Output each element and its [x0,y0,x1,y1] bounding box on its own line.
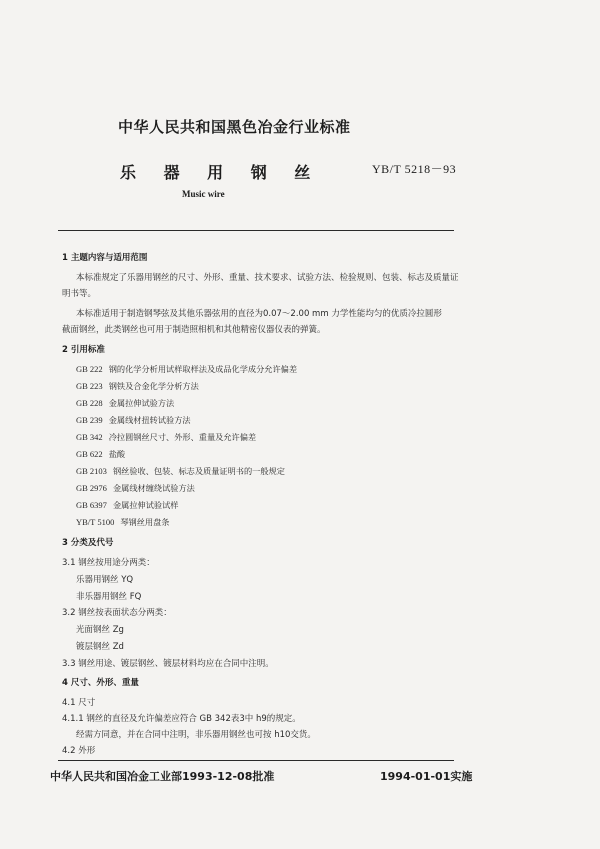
clause-3-1-item-b: 非乐器用钢丝 FQ [76,592,142,602]
reference-code: GB 622 [76,449,103,459]
reference-code: GB 239 [76,415,103,425]
reference-code: GB 342 [76,432,103,442]
standard-code: YB/T 5218－93 [372,162,457,176]
section-2-heading: 2 引用标准 [62,345,105,355]
bottom-divider [58,760,454,761]
clause-3-3: 3.3 钢丝用途、镀层钢丝、镀层材料均应在合同中注明。 [62,659,274,669]
reference-title: 金属线材扭转试验方法 [108,415,191,425]
reference-title: 冷拉圆钢丝尺寸、外形、重量及允许偏差 [108,432,257,442]
reference-item [76,381,199,392]
clause-3-2-item-a: 光面钢丝 Zg [76,625,124,635]
reference-title: 钢铁及合金化学分析方法 [108,381,199,391]
reference-code: GB 223 [76,381,103,391]
section-1-paragraph-1-line-2: 明书等。 [62,289,97,299]
reference-item [76,466,285,477]
reference-item [76,432,256,443]
reference-title: 金属线材缠绕试验方法 [112,483,195,493]
reference-code: GB 222 [76,364,103,374]
approval-statement: 中华人民共和国冶金工业部1993-12-08批准 [50,770,275,783]
reference-title: 钢的化学分析用试样取样法及成品化学成分允许偏差 [108,364,298,374]
reference-title: 盐酸 [108,449,126,459]
clause-3-2: 3.2 钢丝按表面状态分两类： [62,608,172,618]
clause-4-1: 4.1 尺寸 [62,698,96,708]
reference-title: 钢丝验收、包装、标志及质量证明书的一般规定 [112,466,285,476]
reference-code: GB 2103 [76,466,107,476]
clause-4-1-1-continuation: 经需方同意，并在合同中注明，非乐器用钢丝也可按 h10交货。 [76,730,316,740]
reference-item [76,500,178,511]
clause-3-2-item-b: 镀层钢丝 Zd [76,642,124,652]
clause-4-2: 4.2 外形 [62,746,96,756]
industry-standard-heading: 中华人民共和国黑色冶金行业标准 [118,118,351,136]
document-title: 乐 器 用 钢 丝 [120,163,311,182]
reference-title: 琴钢丝用盘条 [120,517,170,527]
reference-item [76,398,174,409]
reference-code: GB 6397 [76,500,107,510]
reference-item [76,449,125,460]
section-4-heading: 4 尺寸、外形、重量 [62,678,139,688]
clause-3-1-item-a: 乐器用钢丝 YQ [76,575,134,585]
reference-item [76,517,169,528]
reference-code: YB/T 5100 [76,517,115,527]
section-1-paragraph-1-line-1: 本标准规定了乐器用钢丝的尺寸、外形、重量、技术要求、试验方法、检验规则、包装、标志及质量证 [76,273,459,283]
reference-item [76,415,191,426]
reference-title: 金属拉伸试验方法 [108,398,175,408]
top-divider [58,230,454,231]
clause-3-1: 3.1 钢丝按用途分两类： [62,558,155,568]
reference-item [76,364,297,375]
section-1-heading: 1 主题内容与适用范围 [62,253,148,263]
clause-4-1-1: 4.1.1 钢丝的直径及允许偏差应符合 GB 342表3中 h9的规定。 [62,714,301,724]
reference-code: GB 2976 [76,483,107,493]
reference-code: GB 228 [76,398,103,408]
reference-title: 金属拉伸试验试样 [112,500,179,510]
section-1-paragraph-2-line-2: 截面钢丝，此类钢丝也可用于制造照相机和其他精密仪器仪表的弹簧。 [62,325,326,335]
english-title: Music wire [182,189,225,199]
reference-item [76,483,195,494]
implementation-date: 1994-01-01实施 [380,770,473,783]
section-1-paragraph-2-line-1: 本标准适用于制造钢琴弦及其他乐器弦用的直径为0.07～2.00 mm 力学性能均匀的优质冷拉圆形 [76,309,442,319]
section-3-heading: 3 分类及代号 [62,538,114,548]
